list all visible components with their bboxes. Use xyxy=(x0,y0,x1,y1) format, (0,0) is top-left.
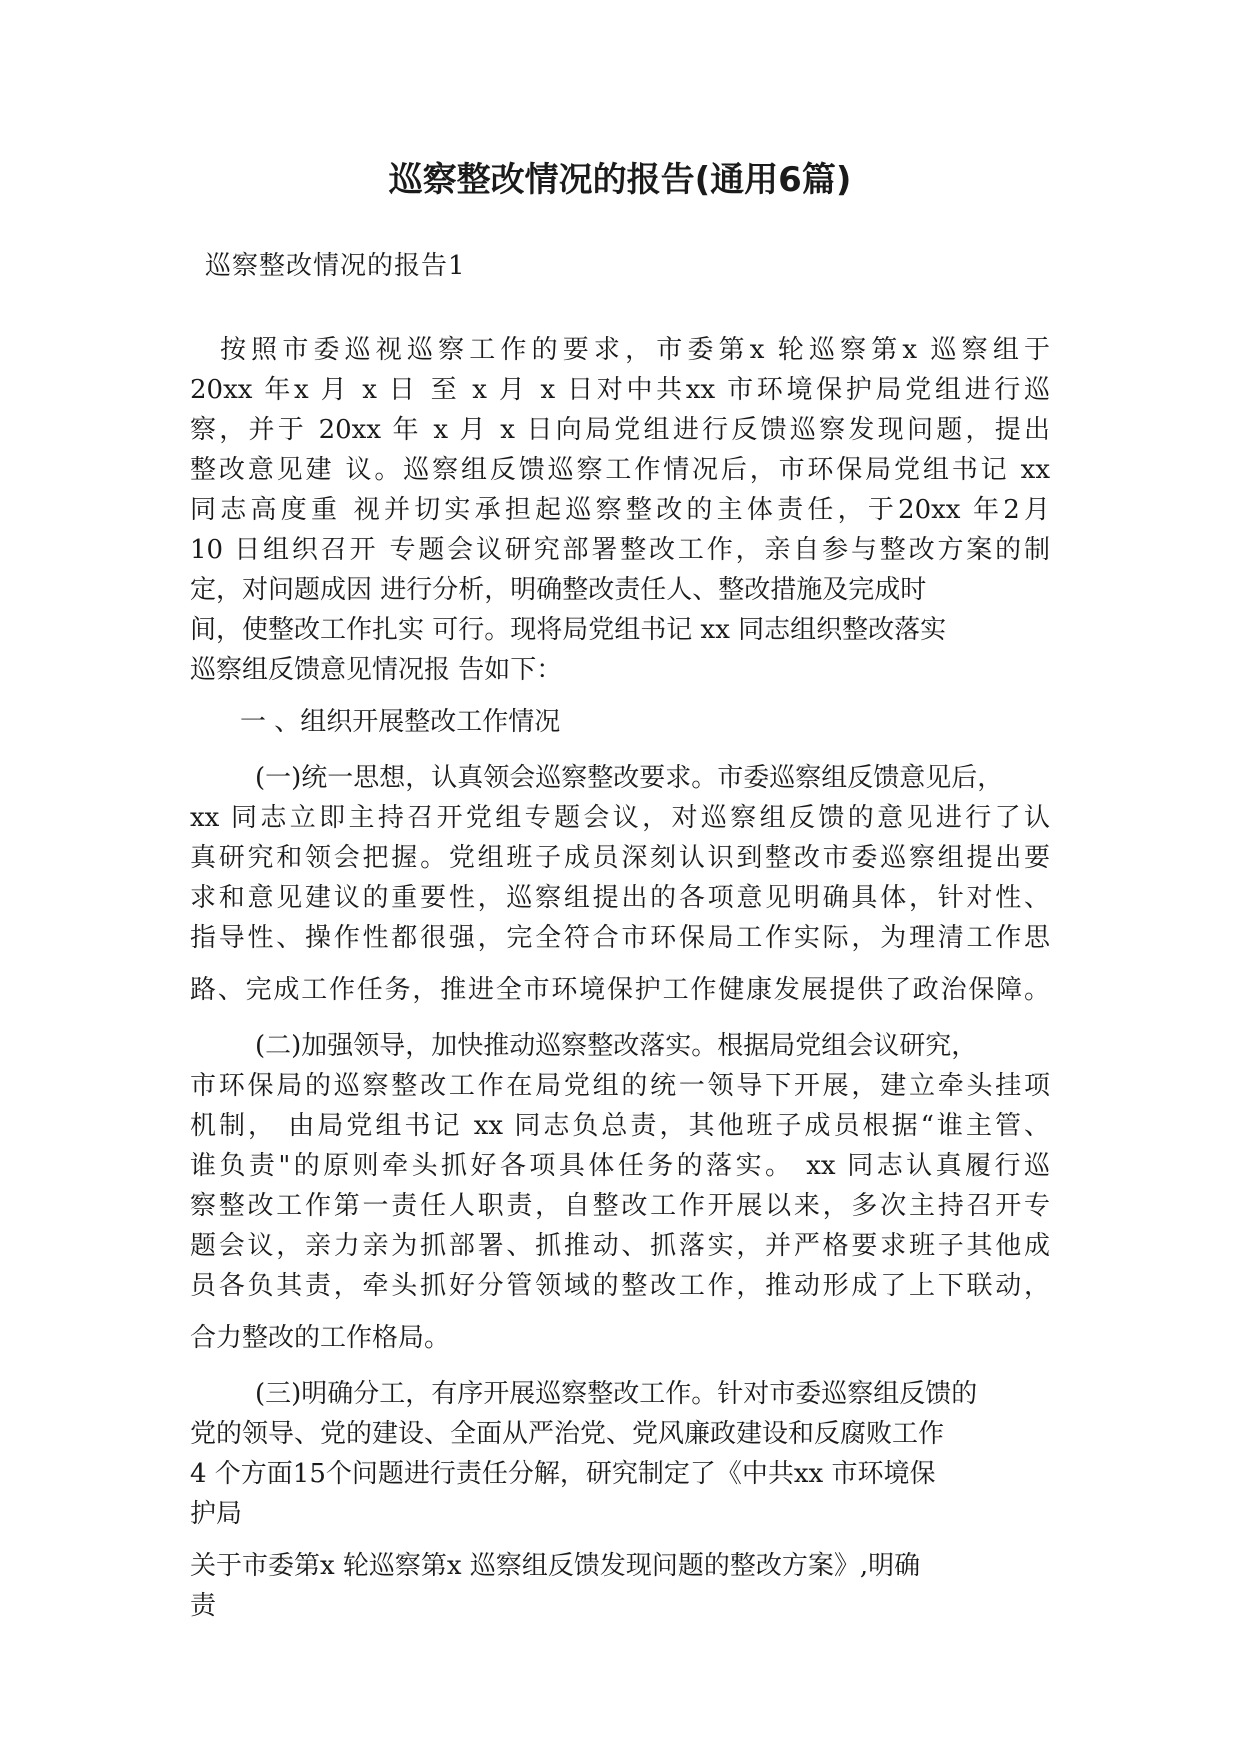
body-line: (一)统一思想，认真领会巡察整改要求。市委巡察组反馈意见后， xyxy=(255,763,1004,793)
body-line: 党的领导、党的建设、全面从严治党、党风廉政建设和反腐败工作 xyxy=(190,1419,945,1449)
body-line: xx 同志立即主持召开党组专题会议，对巡察组反馈的意见进行了认 xyxy=(190,803,1050,833)
body-line: 护局 xyxy=(190,1499,243,1529)
body-line: 指导性、操作性都很强，完全符合市环保局工作实际，为理清工作思 xyxy=(190,923,1050,953)
body-line: 整改意见建 议。巡察组反馈巡察工作情况后，市环保局党组书记 xx xyxy=(190,455,1050,485)
body-line: 真研究和领会把握。党组班子成员深刻认识到整改市委巡察组提出要 xyxy=(190,843,1050,873)
body-line: 谁负责"的原则牵头抓好各项具体任务的落实。 xx 同志认真履行巡 xyxy=(190,1151,1050,1181)
body-line: 路、完成工作任务，推进全市环境保护工作健康发展提供了政治保障。 xyxy=(190,975,1050,1005)
body-line: 巡察组反馈意见情况报 告如下： xyxy=(190,655,563,685)
body-line: 员各负其责，牵头抓好分管领域的整改工作，推动形成了上下联动， xyxy=(190,1271,1050,1301)
document-title: 巡察整改情况的报告(通用6篇) xyxy=(388,160,852,200)
section-heading: 巡察整改情况的报告1 xyxy=(205,251,466,281)
body-line: 题会议，亲力亲为抓部署、抓推动、抓落实，并严格要求班子其他成 xyxy=(190,1231,1050,1261)
body-line: 求和意见建议的重要性，巡察组提出的各项意见明确具体，针对性、 xyxy=(190,883,1050,913)
body-line: 20xx 年x 月 x 日 至 x 月 x 日对中共xx 市环境保护局党组进行巡 xyxy=(190,375,1050,405)
body-line: 间，使整改工作扎实 可行。现将局党组书记 xx 同志组织整改落实 xyxy=(190,615,947,645)
body-line: 同志高度重 视并切实承担起巡察整改的主体责任，于20xx 年2月 xyxy=(190,495,1050,525)
body-line: (二)加强领导，加快推动巡察整改落实。根据局党组会议研究， xyxy=(255,1031,978,1061)
body-line: 察整改工作第一责任人职责，自整改工作开展以来，多次主持召开专 xyxy=(190,1191,1050,1221)
body-line: 责 xyxy=(190,1591,217,1621)
body-line: (三)明确分工，有序开展巡察整改工作。针对市委巡察组反馈的 xyxy=(255,1379,978,1409)
body-line: 机制， 由局党组书记 xx 同志负总责，其他班子成员根据“谁主管、 xyxy=(190,1111,1050,1141)
body-line: 关于市委第x 轮巡察第x 巡察组反馈发现问题的整改方案》,明确 xyxy=(190,1551,921,1581)
body-line: 察，并于 20xx 年 x 月 x 日向局党组进行反馈巡察发现问题，提出 xyxy=(190,415,1050,445)
body-line: 定，对问题成因 进行分析，明确整改责任人、整改措施及完成时 xyxy=(190,575,927,605)
body-line: 4 个方面15个问题进行责任分解，研究制定了《中共xx 市环境保 xyxy=(190,1459,936,1489)
body-line: 市环保局的巡察整改工作在局党组的统一领导下开展，建立牵头挂项 xyxy=(190,1071,1050,1101)
body-line: 一 、组织开展整改工作情况 xyxy=(240,707,561,737)
body-line: 按照市委巡视巡察工作的要求，市委第x 轮巡察第x 巡察组于 xyxy=(220,335,1050,365)
body-line: 10 日组织召开 专题会议研究部署整改工作，亲自参与整改方案的制 xyxy=(190,535,1050,565)
body-line: 合力整改的工作格局。 xyxy=(190,1323,451,1353)
